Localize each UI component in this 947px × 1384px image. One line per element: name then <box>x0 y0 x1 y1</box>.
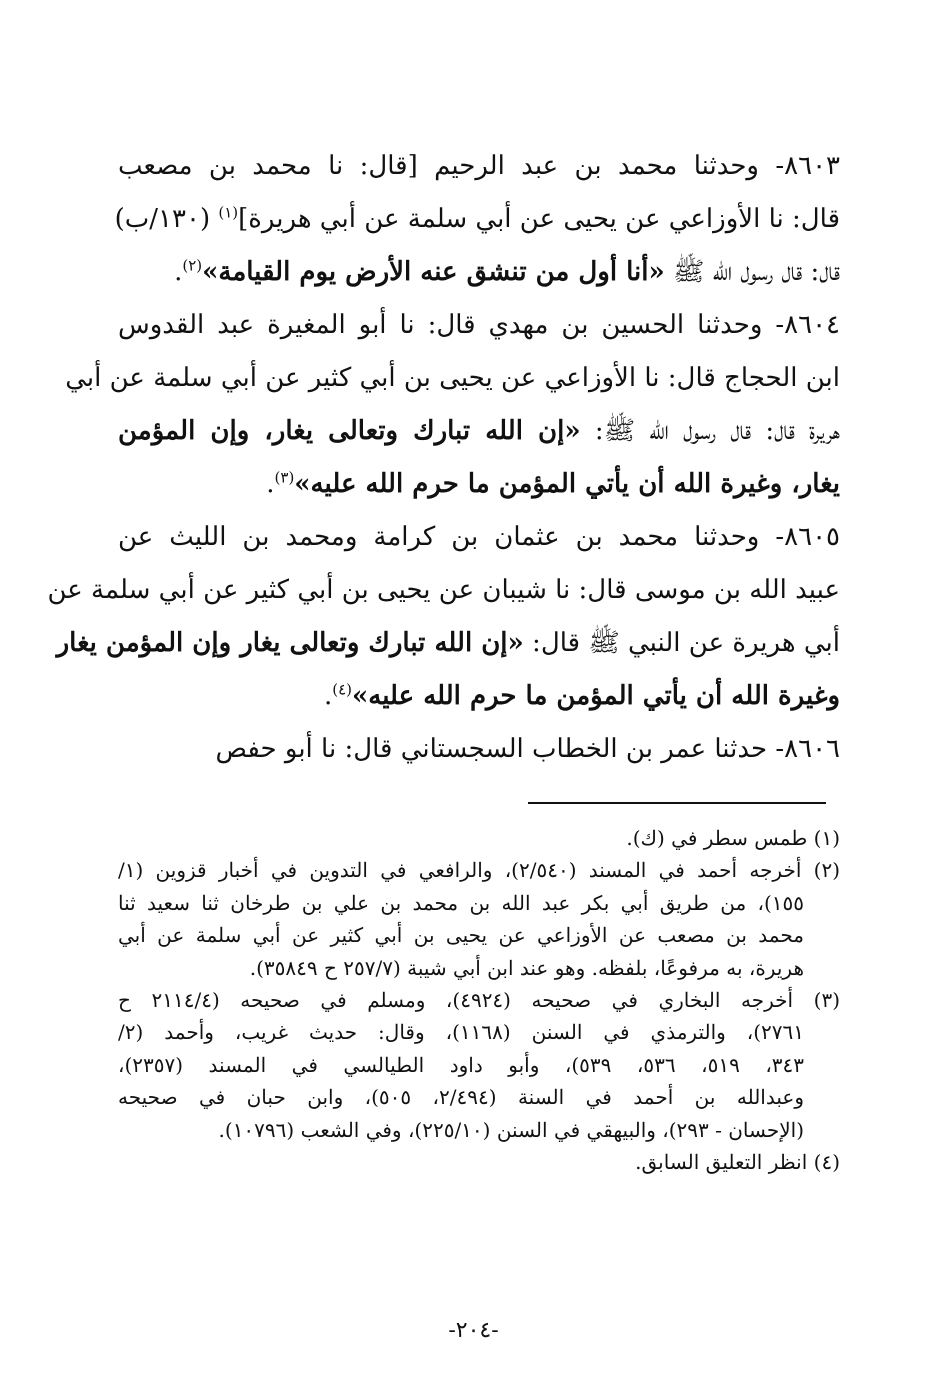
text-line <box>118 299 840 352</box>
footnote-line: (الإحسان - ٢٩٣)، والبيهقي في السنن (٢٢٥/١٠)، وفي الشعب (١٠٧٩٦). <box>218 1117 804 1142</box>
footnote-line: محمد بن مصعب عن الأوزاعي عن يحيى بن أبي كثير عن أبي سلمة عن أبي <box>118 923 804 948</box>
footnote-line: (٢) أخرجه أحمد في المسند (٢/٥٤٠)، والرافعي في التدوين في أخبار قزوين (١/ <box>118 858 841 883</box>
footnote-line: (٣) أخرجه البخاري في صحيحه (٤٩٢٤)، ومسلم في صحيحه (٢١١٤/٤ ح <box>118 987 840 1012</box>
hadith-quote: يغار، وغيرة الله أن يأتي المؤمن ما حرم الله عليه» <box>294 469 840 499</box>
hadith-quote: «إن الله تبارك وتعالى يغار، وإن المؤمن <box>118 416 581 446</box>
text-line <box>118 246 840 299</box>
text-segment: عبيد الله بن موسى قال: نا شيبان عن يحيى بن أبي كثير عن أبي سلمة عن <box>47 575 840 605</box>
text-segment: . <box>323 681 333 711</box>
page-number: -٢٠٤- <box>448 1318 499 1343</box>
footnote-line: ٢٧٦١)، والترمذي في السنن (١١٦٨)، وقال: حديث غريب، وأحمد (٢/ <box>118 1020 804 1045</box>
footnote-ref: (٤) <box>332 680 352 699</box>
text-line <box>118 670 840 723</box>
footnote-ref: (٢) <box>182 256 203 275</box>
text-segment: . <box>174 257 183 287</box>
footnote-line: وعبدالله بن أحمد في السنة (٢/٤٩٤، ٥٠٥)، وابن حبان في صحيحه <box>118 1085 804 1110</box>
hadith-quote: «إن الله تبارك وتعالى يغار وإن المؤمن يغار <box>56 628 524 658</box>
text-line <box>47 564 840 617</box>
text-line <box>118 405 840 458</box>
text-segment: قال: قال رسول الله ﷺ <box>664 257 840 287</box>
text-segment: (١٣٠/ب) <box>114 204 219 234</box>
footnote-separator <box>528 802 826 804</box>
text-line <box>118 723 840 776</box>
text-segment: ابن الحجاج قال: نا الأوزاعي عن يحيى بن أبي كثير عن أبي سلمة عن أبي <box>65 363 840 393</box>
text-line <box>118 458 840 511</box>
footnote-line: (٤) انظر التعليق السابق. <box>635 1149 840 1174</box>
footnote <box>118 854 840 984</box>
footnote <box>118 1146 840 1178</box>
footnote-line: ١٥٥)، من طريق أبي بكر عبد الله بن محمد بن علي بن طرخان ثنا سعيد ثنا <box>118 890 804 915</box>
main-text <box>47 140 840 776</box>
text-segment: ٨٦٠٣- وحدثنا محمد بن عبد الرحيم [قال: نا محمد بن مصعب <box>118 151 840 181</box>
text-line <box>118 140 840 193</box>
text-segment: قال: نا الأوزاعي عن يحيى عن أبي سلمة عن أبي هريرة] <box>238 204 840 234</box>
footnote-line: ٣٤٣، ٥١٩، ٥٣٦، ٥٣٩)، وأبو داود الطيالسي في المسند (٢٣٥٧)، <box>118 1052 805 1077</box>
text-segment: هريرة قال: قال رسول الله ﷺ: <box>580 416 840 446</box>
text-line <box>56 617 840 670</box>
text-line <box>65 352 840 405</box>
text-segment: ٨٦٠٦- حدثنا عمر بن الخطاب السجستاني قال: نا أبو حفص <box>215 734 840 764</box>
text-segment: ٨٦٠٥- وحدثنا محمد بن عثمان بن كرامة ومحمد بن الليث عن <box>118 522 840 552</box>
text-segment: . <box>266 469 275 499</box>
footnote-line: (١) طمس سطر في (ك). <box>626 826 840 850</box>
hadith-paragraph <box>118 723 840 776</box>
hadith-paragraph <box>47 511 840 723</box>
footnotes <box>118 822 840 1178</box>
text-segment: ٨٦٠٤- وحدثنا الحسين بن مهدي قال: نا أبو المغيرة عبد القدوس <box>118 310 840 340</box>
text-segment: أبي هريرة عن النبي ﷺ قال: <box>523 628 840 658</box>
hadith-quote: «أنا أول من تنشق عنه الأرض يوم القيامة» <box>202 257 665 287</box>
text-line <box>118 511 840 564</box>
text-line <box>114 193 840 246</box>
hadith-quote: وغيرة الله أن يأتي المؤمن ما حرم الله عليه» <box>352 681 840 711</box>
footnote-line: هريرة، به مرفوعًا، بلفظه. وهو عند ابن أبي شيبة (٢٥٧/٧ ح ٣٥٨٤٩). <box>249 955 804 980</box>
footnote-ref: (٣) <box>274 468 295 487</box>
footnote <box>118 984 840 1146</box>
hadith-paragraph <box>65 299 840 511</box>
footnote-ref: (١) <box>218 203 239 222</box>
hadith-paragraph <box>114 140 840 299</box>
footnote <box>118 822 840 854</box>
